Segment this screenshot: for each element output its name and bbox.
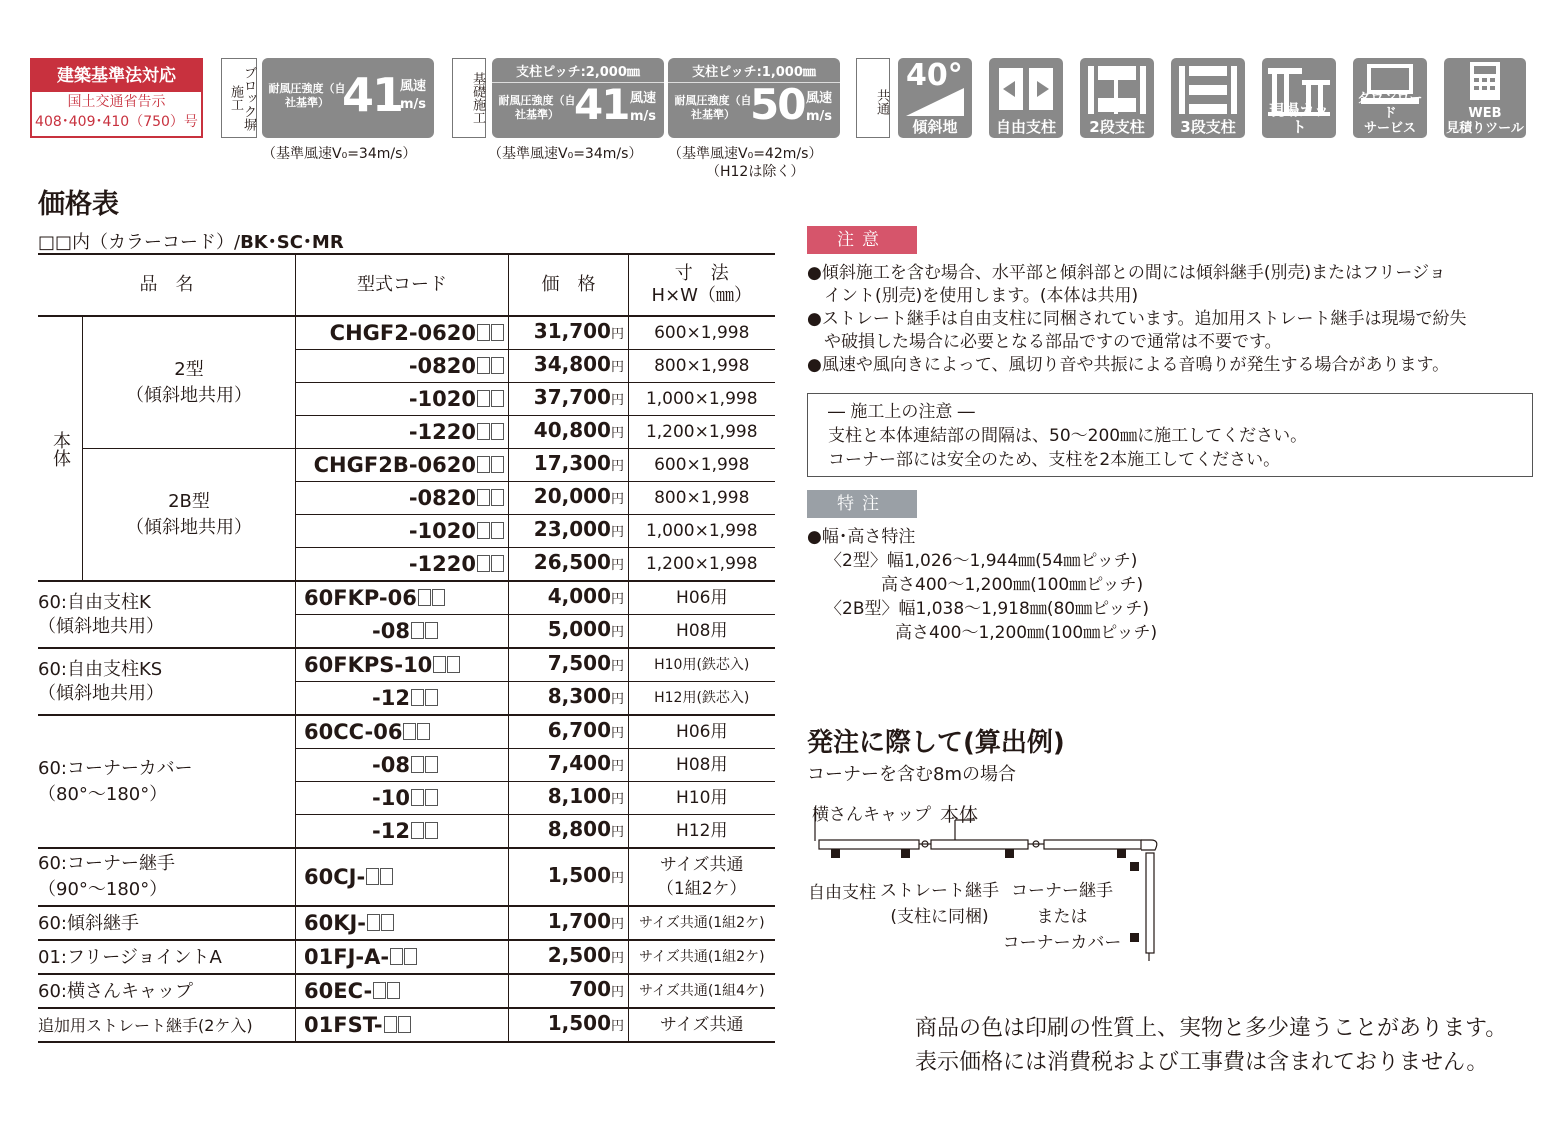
yen-label: 円 <box>610 426 624 441</box>
code-cell <box>296 316 509 350</box>
yen-label: 円 <box>610 871 624 886</box>
color-box <box>491 555 504 572</box>
type-label: 2型 <box>174 358 204 380</box>
icon-label: 3段支柱 <box>1180 118 1236 136</box>
price-text: 700 <box>569 977 611 1001</box>
code-cell <box>296 482 509 515</box>
size-cell: H06用 <box>629 581 775 615</box>
table-row <box>38 316 775 350</box>
strength-unit: 風速 m/s <box>629 91 657 124</box>
code-text: -08 <box>372 752 410 777</box>
code-text: 60FKPS-10 <box>304 652 433 677</box>
special-line: 高さ400～1,200㎜(100㎜ピッチ) <box>881 575 1144 595</box>
code-cell <box>296 515 509 548</box>
footer-line: 表示価格には消費税および工事費は含まれておりません。 <box>915 1050 1489 1075</box>
header-size <box>629 254 775 316</box>
icon-label-line2: サービス <box>1363 121 1416 136</box>
color-box <box>387 982 400 999</box>
item-name: 60:自由支柱KS <box>38 658 163 680</box>
price-cell <box>509 615 629 649</box>
icon-label-line1: WEB <box>1468 106 1502 121</box>
block-wall-label: ブロック塀施工 <box>221 58 257 138</box>
type-label: 2B型 <box>168 490 210 512</box>
price-cell <box>509 1008 629 1042</box>
price-cell <box>509 416 629 449</box>
code-text: -08 <box>372 618 410 643</box>
price-cell <box>509 316 629 350</box>
color-box <box>403 723 416 740</box>
table-row <box>38 848 775 906</box>
code-cell <box>296 906 509 940</box>
header-size-line1: 寸 法 <box>674 263 729 284</box>
strength-value: 50 <box>750 80 805 129</box>
code-cell <box>296 682 509 716</box>
price-table-title: 価格表 <box>38 189 119 220</box>
price-cell <box>509 350 629 383</box>
foundation-2000-note: （基準風速V₀=34m/s） <box>488 146 643 162</box>
color-box <box>411 689 424 706</box>
header-code: 型式コード <box>296 254 509 316</box>
color-box <box>425 822 438 839</box>
item-name: 01:フリージョイントA <box>38 940 296 974</box>
caution-list <box>807 262 1537 377</box>
block-wall-strength <box>262 58 434 138</box>
code-text: -1220 <box>408 419 476 444</box>
code-cell <box>296 581 509 615</box>
icon-label <box>1353 91 1427 136</box>
price-text: 8,300 <box>547 684 611 708</box>
corner-line3: コーナーカバー <box>1002 933 1122 953</box>
construction-notes-box <box>807 393 1533 477</box>
price-cell <box>509 715 629 749</box>
size-line1: サイズ共通 <box>659 855 744 875</box>
size-cell <box>629 848 775 906</box>
code-text: 01FST- <box>304 1012 383 1037</box>
yen-label: 円 <box>610 592 624 607</box>
icon-label: 自由支柱 <box>995 118 1056 136</box>
color-box <box>425 756 438 773</box>
code-text: 60CC-06 <box>304 719 403 744</box>
footer-line: 商品の色は印刷の性質上、実物と多少違うことがあります。 <box>915 1016 1508 1041</box>
price-text: 8,800 <box>547 817 611 841</box>
size-cell: 1,000×1,998 <box>629 515 775 548</box>
yen-label: 円 <box>610 393 624 408</box>
header-name: 品 名 <box>38 254 296 316</box>
code-cell <box>296 782 509 815</box>
price-cell <box>509 782 629 815</box>
corner-line1: コーナー継手 <box>1011 881 1113 901</box>
price-text: 26,500 <box>533 550 611 574</box>
item-name: 60:傾斜継手 <box>38 906 296 940</box>
size-cell: H12用(鉄芯入) <box>629 682 775 716</box>
code-text: -0820 <box>408 485 476 510</box>
icon-label-line1: ダウンロード <box>1357 91 1423 121</box>
item-name: 追加用ストレート継手(2ケ入) <box>38 1008 296 1042</box>
code-text: -12 <box>372 685 410 710</box>
code-cell <box>296 715 509 749</box>
foundation-label: 基礎施工 <box>452 58 486 138</box>
badge-line1: 国土交通省告示 <box>67 94 166 110</box>
item-name: 60:横さんキャップ <box>38 974 296 1008</box>
price-text: 4,000 <box>547 584 611 608</box>
size-cell: 1,200×1,998 <box>629 548 775 582</box>
table-row <box>38 1008 775 1042</box>
caution-line: イント(別売)を使用します。(本体は共用) <box>807 286 1139 306</box>
item-note: （傾斜地共用） <box>38 615 164 637</box>
color-box <box>491 489 504 506</box>
yen-label: 円 <box>610 459 624 474</box>
price-cell <box>509 815 629 849</box>
size-cell: 1,000×1,998 <box>629 383 775 416</box>
price-cell <box>509 548 629 582</box>
color-box <box>491 324 504 341</box>
code-text: -10 <box>372 785 410 810</box>
special-line: 〈2型〉幅1,026～1,944㎜(54㎜ピッチ) <box>825 551 1138 571</box>
price-text: 2,500 <box>547 943 611 967</box>
web-estimate-icon <box>1444 58 1526 138</box>
price-text: 23,000 <box>533 517 611 541</box>
special-line: ●幅･高さ特注 <box>807 527 916 547</box>
strength-value: 41 <box>342 68 403 122</box>
strength-label: 耐風圧強度（自社基準） <box>498 94 576 121</box>
code-text: 01FJ-A- <box>304 944 390 969</box>
color-box <box>425 622 438 639</box>
code-cell <box>296 383 509 416</box>
price-cell <box>509 581 629 615</box>
angle-text: 40° <box>906 58 963 93</box>
color-box <box>477 423 490 440</box>
color-box <box>384 1016 397 1033</box>
yen-label: 円 <box>610 327 624 342</box>
color-code-values: BK･SC･MR <box>240 232 344 253</box>
building-standard-badge <box>30 58 203 138</box>
color-box <box>477 456 490 473</box>
size-cell: 600×1,998 <box>629 449 775 482</box>
code-text: CHGF2B-0620 <box>313 452 476 477</box>
yen-label: 円 <box>610 659 624 674</box>
color-box <box>477 324 490 341</box>
price-cell <box>509 974 629 1008</box>
price-text: 8,100 <box>547 784 611 808</box>
type2-name <box>83 316 296 449</box>
table-row <box>38 648 775 682</box>
color-box <box>411 622 424 639</box>
size-cell: 600×1,998 <box>629 316 775 350</box>
yen-label: 円 <box>610 1019 624 1034</box>
size-cell: H08用 <box>629 615 775 649</box>
price-text: 1,500 <box>547 1011 611 1035</box>
yen-label: 円 <box>610 825 624 840</box>
yen-label: 円 <box>610 525 624 540</box>
color-box <box>411 789 424 806</box>
color-box <box>366 868 379 885</box>
corner-line2: または <box>1036 907 1088 927</box>
code-text: -1220 <box>408 551 476 576</box>
size-cell: サイズ共通(1組2ケ) <box>629 906 775 940</box>
color-box <box>380 868 393 885</box>
fkps-name <box>38 648 296 715</box>
price-text: 1,700 <box>547 909 611 933</box>
code-cell <box>296 350 509 383</box>
special-title: 特注 <box>807 490 917 518</box>
free-post-icon <box>989 58 1063 138</box>
pitch-2000-head: 支柱ピッチ:2,000㎜ <box>492 61 664 83</box>
color-box <box>491 357 504 374</box>
code-cell <box>296 416 509 449</box>
cc-name <box>38 715 296 848</box>
two-rail-post-icon <box>1080 58 1154 138</box>
price-text: 5,000 <box>547 617 611 641</box>
strength-label: 耐風圧強度（自社基準） <box>674 94 752 121</box>
yen-label: 円 <box>610 492 624 507</box>
order-subtitle: コーナーを含む8mの場合 <box>807 764 1016 785</box>
caution-line: ●風速や風向きによって、風切り音や共振による音鳴りが発生する場合があります。 <box>807 355 1450 375</box>
item-note: （90°～180°） <box>38 879 168 900</box>
yen-label: 円 <box>610 759 624 774</box>
header-price: 価 格 <box>509 254 629 316</box>
yen-label: 円 <box>610 558 624 573</box>
code-cell <box>296 815 509 849</box>
type-note: （傾斜地共用） <box>126 384 252 406</box>
price-text: 6,700 <box>547 718 611 742</box>
box-title: ― 施工上の注意 ― <box>828 402 975 422</box>
yen-label: 円 <box>610 985 624 1000</box>
box-line: コーナー部には安全のため、支柱を2本施工してください。 <box>828 450 1281 470</box>
size-cell: 800×1,998 <box>629 350 775 383</box>
foundation-2000 <box>492 58 664 138</box>
price-cell <box>509 940 629 974</box>
price-text: 34,800 <box>533 352 611 376</box>
footer-notes <box>915 1012 1507 1080</box>
price-text: 17,300 <box>533 451 611 475</box>
code-text: 60KJ- <box>304 910 367 935</box>
caution-line: ●傾斜施工を含む場合、水平部と傾斜部との間には傾斜継手(別売)またはフリージョ <box>807 263 1446 283</box>
size-cell: H08用 <box>629 749 775 782</box>
price-text: 7,500 <box>547 651 611 675</box>
color-code-note <box>38 228 344 254</box>
foundation-1000-note2: （H12は除く） <box>706 164 805 180</box>
color-box <box>491 456 504 473</box>
color-box <box>491 423 504 440</box>
item-note: （80°～180°） <box>38 783 168 805</box>
price-text: 7,400 <box>547 751 611 775</box>
label-post: 自由支柱 <box>808 883 876 903</box>
label-body: 本体 <box>940 804 979 826</box>
foundation-1000-note: （基準風速V₀=42m/s） <box>668 146 823 162</box>
caution-title: 注意 <box>807 226 917 254</box>
price-cell <box>509 449 629 482</box>
yen-label: 円 <box>610 625 624 640</box>
color-box <box>411 756 424 773</box>
icon-label: 傾斜地 <box>912 118 958 136</box>
yen-label: 円 <box>610 360 624 375</box>
color-box <box>477 390 490 407</box>
label-cap: 横さんキャップ <box>812 805 931 825</box>
label-corner <box>1002 878 1122 956</box>
color-box <box>390 948 403 965</box>
price-cell <box>509 648 629 682</box>
item-name: 60:自由支柱K <box>38 591 151 613</box>
price-cell <box>509 848 629 906</box>
site-cut-icon <box>1262 58 1336 138</box>
yen-label: 円 <box>610 726 624 741</box>
code-cell <box>296 449 509 482</box>
common-label: 共通 <box>856 58 890 138</box>
slope-icon <box>898 58 972 138</box>
caution-line: ●ストレート継手は自由支柱に同梱されています。追加用ストレート継手は現場で紛失 <box>807 309 1467 329</box>
color-code-label: □□内（カラーコード）/ <box>38 232 241 253</box>
size-cell: 1,200×1,998 <box>629 416 775 449</box>
item-name: 60:コーナー継手 <box>38 853 175 874</box>
cj-name <box>38 848 296 906</box>
price-text: 1,500 <box>547 863 611 887</box>
color-box <box>477 357 490 374</box>
price-cell <box>509 383 629 416</box>
size-cell: H10用(鉄芯入) <box>629 648 775 682</box>
yen-label: 円 <box>610 951 624 966</box>
code-text: -1020 <box>408 386 476 411</box>
table-row <box>38 715 775 749</box>
size-cell: サイズ共通 <box>629 1008 775 1042</box>
price-text: 20,000 <box>533 484 611 508</box>
box-line: 支柱と本体連結部の間隔は、50～200㎜に施工してください。 <box>828 426 1308 446</box>
color-box <box>373 982 386 999</box>
strength-unit: 風速 m/s <box>399 79 427 112</box>
table-header <box>38 254 775 316</box>
header-size-line2: H×W（㎜） <box>651 285 752 306</box>
color-box <box>425 689 438 706</box>
color-box <box>404 948 417 965</box>
color-box <box>367 914 380 931</box>
code-text: CHGF2-0620 <box>329 320 476 345</box>
type2b-name <box>83 449 296 582</box>
code-text: 60EC- <box>304 978 373 1003</box>
code-cell <box>296 749 509 782</box>
code-text: -1020 <box>408 518 476 543</box>
group-main: 本体 <box>38 316 83 581</box>
color-box <box>432 589 445 606</box>
label-straight <box>880 878 999 930</box>
icon-label <box>1444 106 1526 136</box>
three-rail-post-icon <box>1171 58 1245 138</box>
price-cell <box>509 749 629 782</box>
code-text: -0820 <box>408 353 476 378</box>
strength-value: 41 <box>574 80 629 129</box>
size-line2: （1組2ケ） <box>656 879 747 899</box>
download-service-icon <box>1353 58 1427 138</box>
type-note: （傾斜地共用） <box>126 516 252 538</box>
foundation-1000 <box>668 58 840 138</box>
price-text: 37,700 <box>533 385 611 409</box>
table-row <box>38 449 775 482</box>
size-cell: H06用 <box>629 715 775 749</box>
item-name: 60:コーナーカバー <box>38 757 193 779</box>
special-line: 高さ400～1,200㎜(100㎜ピッチ) <box>895 623 1158 643</box>
special-line: 〈2B型〉幅1,038～1,918㎜(80㎜ピッチ) <box>825 599 1150 619</box>
icon-label: 2段支柱 <box>1089 118 1145 136</box>
item-note: （傾斜地共用） <box>38 682 164 704</box>
code-cell <box>296 548 509 582</box>
straight-line2: (支柱に同梱) <box>890 907 989 927</box>
color-box <box>491 522 504 539</box>
code-cell <box>296 940 509 974</box>
size-cell: 800×1,998 <box>629 482 775 515</box>
price-text: 31,700 <box>533 319 611 343</box>
code-cell <box>296 848 509 906</box>
table-row <box>38 581 775 615</box>
block-wall-note: （基準風速V₀=34m/s） <box>262 146 417 162</box>
pitch-1000-head: 支柱ピッチ:1,000㎜ <box>668 61 840 83</box>
price-cell <box>509 906 629 940</box>
code-cell <box>296 974 509 1008</box>
strength-label: 耐風圧強度（自社基準） <box>268 82 346 109</box>
color-box <box>477 555 490 572</box>
size-cell: サイズ共通(1組4ケ) <box>629 974 775 1008</box>
color-box <box>477 522 490 539</box>
yen-label: 円 <box>610 692 624 707</box>
straight-line1: ストレート継手 <box>880 881 999 901</box>
color-box <box>398 1016 411 1033</box>
table-row <box>38 906 775 940</box>
order-title: 発注に際して(算出例) <box>807 728 1065 758</box>
price-text: 40,800 <box>533 418 611 442</box>
code-text: 60CJ- <box>304 864 366 889</box>
price-cell <box>509 482 629 515</box>
icon-label-line2: 見積りツール <box>1446 121 1524 136</box>
yen-label: 円 <box>610 792 624 807</box>
code-cell <box>296 648 509 682</box>
fkp-name <box>38 581 296 648</box>
table-row <box>38 974 775 1008</box>
code-text: -12 <box>372 818 410 843</box>
code-cell <box>296 1008 509 1042</box>
code-text: 60FKP-06 <box>304 585 417 610</box>
special-list <box>807 525 1157 645</box>
icon-label: 現場カット <box>1269 101 1329 136</box>
strength-unit: 風速 m/s <box>805 91 833 124</box>
yen-label: 円 <box>610 917 624 932</box>
code-cell <box>296 615 509 649</box>
badge-line2: 408･409･410（750）号 <box>35 114 198 130</box>
price-cell <box>509 682 629 716</box>
color-box <box>491 390 504 407</box>
color-box <box>425 789 438 806</box>
color-box <box>477 489 490 506</box>
size-cell: H10用 <box>629 782 775 815</box>
badge-title: 建築基準法対応 <box>32 60 201 92</box>
color-box <box>418 589 431 606</box>
color-box <box>411 822 424 839</box>
table-row <box>38 940 775 974</box>
color-box <box>381 914 394 931</box>
price-table <box>38 253 775 1043</box>
color-box <box>433 656 446 673</box>
color-box <box>417 723 430 740</box>
caution-line: や破損した場合に必要となる部品ですので通常は不要です。 <box>807 332 1282 352</box>
color-box <box>447 656 460 673</box>
size-cell: H12用 <box>629 815 775 849</box>
price-cell <box>509 515 629 548</box>
size-cell: サイズ共通(1組2ケ) <box>629 940 775 974</box>
